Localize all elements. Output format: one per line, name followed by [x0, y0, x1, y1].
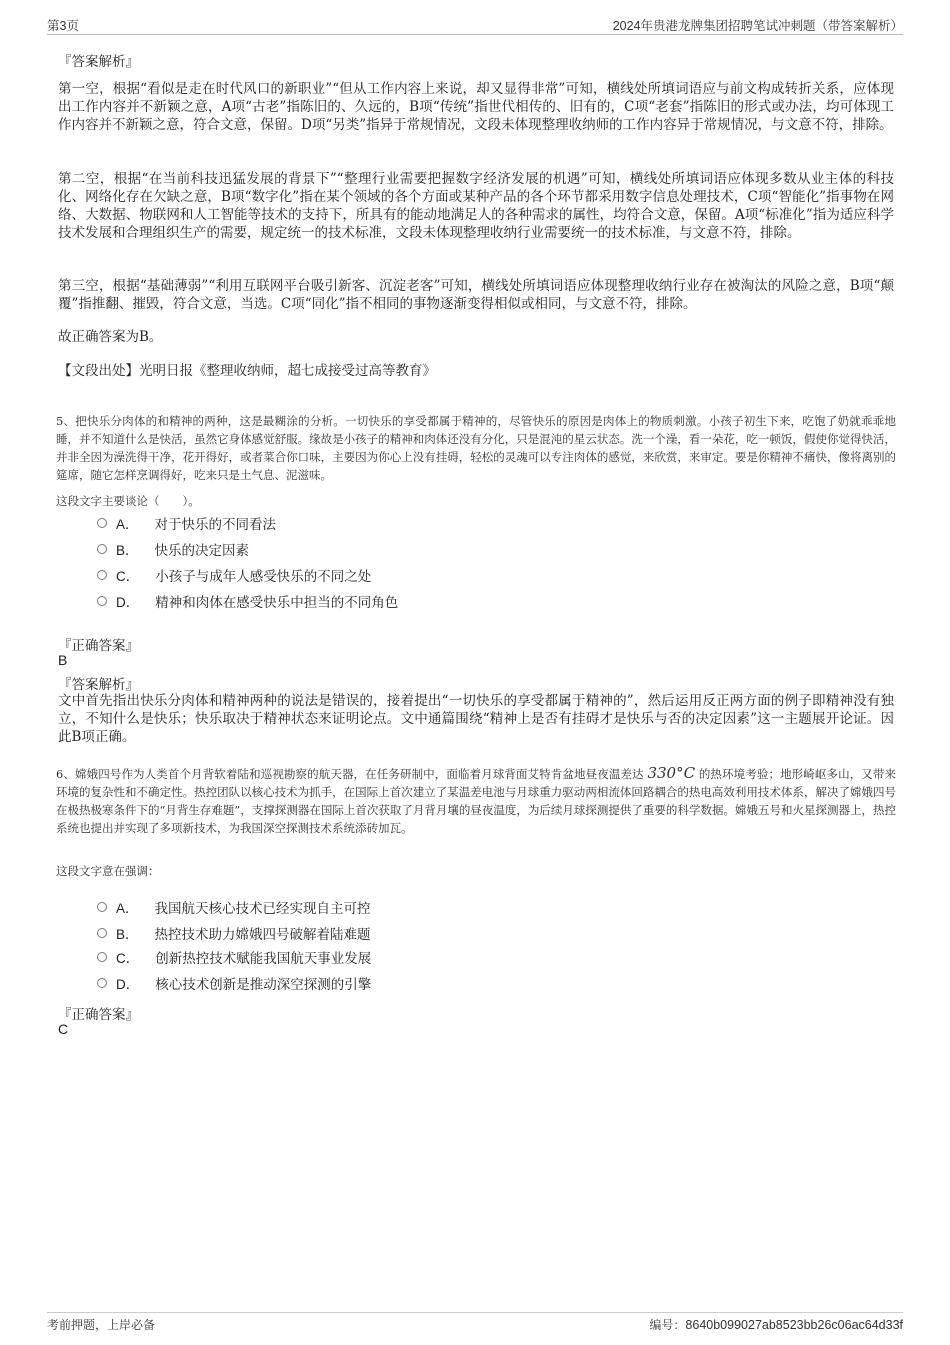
option-letter: B． [116, 543, 139, 558]
question-5-analysis: 文中首先指出快乐分肉体和精神两种的说法是错误的，接着提出“一切快乐的享受都属于精神的”，然后运用反正两方面的例子即精神没有独立，不知什么是快乐；快乐取决于精神状态来证明论点。文中通篇围绕“精神上是否有挂碍才是快乐与否的决定因素”这一主题展开论证。因此B项正确。 [58, 693, 894, 745]
question-5-option-c[interactable] [97, 564, 371, 586]
document-id-value: 8640b099027ab8523bb26c06ac64d33f [685, 1318, 903, 1332]
question-6-prompt: 这段文字意在强调： [56, 864, 160, 878]
footer-slogan: 考前押题，上岸必备 [47, 1318, 156, 1332]
option-letter: D． [116, 977, 140, 992]
question-6-option-c[interactable] [97, 946, 371, 968]
option-text: 核心技术创新是推动深空探测的引擎 [155, 977, 372, 993]
option-letter: A． [116, 517, 139, 532]
question-6-stem-part-a: 6、嫦娥四号作为人类首个月背软着陆和巡视勘察的航天器，在任务研制中，面临着月球背面艾特肯盆地昼夜温差达 [56, 767, 644, 781]
question-6-stem-part-c: 地形崎岖多山，又带来环境的复杂性和不确定性。热控团队以核心技术为抓手，在国际上首次建立了某温差电池与月球重力驱动两相流体回路耦合的热电高效利用技术体系，解决了嫦娥四号在极热极寒条件下的“月背生存难题”，支撑探测器在国际上首次获取了月背月壤的昼夜温度，为后续月球探测提供了重要的科学数据。嫦娥五号和火星探测器上，热控系统也提出并实现了多项新技术，为我国深空探测技术系统添砖加瓦。 [56, 767, 897, 835]
source-citation: 【文段出处】光明日报《整理收纳师，超七成接受过高等教育》 [58, 363, 436, 379]
analysis-conclusion: 故正确答案为B。 [58, 329, 163, 345]
radio-icon[interactable] [97, 928, 107, 938]
correct-answer-label: 『正确答案』 [58, 1007, 139, 1023]
radio-icon[interactable] [97, 596, 107, 606]
analysis-label: 『答案解析』 [58, 677, 139, 693]
question-5-option-d[interactable] [97, 590, 398, 612]
radio-icon[interactable] [97, 952, 107, 962]
document-title: 2024年贵港龙牌集团招聘笔试冲刺题（带答案解析） [612, 19, 903, 33]
option-letter: C． [116, 569, 140, 584]
option-text: 快乐的决定因素 [154, 543, 250, 559]
question-6-stem-part-b: 的热环境考验； [698, 767, 780, 781]
document-id-label: 编号： [649, 1318, 686, 1332]
question-5-option-b[interactable] [97, 538, 249, 560]
correct-answer: B [58, 652, 68, 668]
radio-icon[interactable] [97, 518, 107, 528]
question-6-option-d[interactable] [97, 972, 371, 994]
option-text: 对于快乐的不同看法 [154, 517, 277, 533]
analysis-label: 『答案解析』 [58, 54, 139, 70]
option-text: 精神和肉体在感受快乐中担当的不同角色 [155, 595, 399, 611]
option-letter: D． [116, 595, 140, 610]
option-text: 我国航天核心技术已经实现自主可控 [154, 901, 371, 917]
analysis-paragraph-1: 第一空，根据“看似是走在时代风口的新职业”“但从工作内容上来说，却又显得非常”可知，横线处所填词语应与前文构成转折关系，应体现出工作内容并不新颖之意，A项“古老”指陈旧的、久远的，B项“传统”指世代相传的、旧有的，C项“老套”指陈旧的形式或办法，均可体现工作内容并不新颖之意，符合文意，保留。D项“另类”指异于常规情况，文段未体现整理收纳师的工作内容异于常规情况，与文意不符，排除。 [58, 81, 894, 133]
analysis-paragraph-3: 第三空，根据“基础薄弱”“利用互联网平台吸引新客、沉淀老客”可知，横线处所填词语应体现整理收纳行业存在被淘汰的风险之意，B项“颠覆”指推翻、摧毁，符合文意，当选。C项“同化”指不相同的事物逐渐变得相似或相同，与文意不符，排除。 [58, 278, 894, 312]
document-id [649, 1316, 903, 1333]
page-header [47, 14, 903, 35]
option-text: 创新热控技术赋能我国航天事业发展 [155, 951, 372, 967]
page-footer [47, 1312, 903, 1337]
question-6-option-a[interactable] [97, 896, 371, 918]
question-6-stem [56, 764, 896, 837]
temperature-value: 330°C [647, 764, 696, 782]
option-text: 热控技术助力嫦娥四号破解着陆难题 [154, 927, 371, 943]
radio-icon[interactable] [97, 978, 107, 988]
option-letter: C． [116, 951, 140, 966]
question-5-stem: 5、把快乐分肉体的和精神的两种，这是最糊涂的分析。一切快乐的享受都属于精神的，尽管快乐的原因是肉体上的物质刺激。小孩子初生下来，吃饱了奶就乖乖地睡，并不知道什么是快活，虽然它身体感觉舒服。缘故是小孩子的精神和肉体还没有分化，只是混沌的星云状态。洗一个澡，看一朵花，吃一顿饭，假使你觉得快活，并非全因为澡洗得干净，花开得好，或者菜合你口味，主要因为你心上没有挂碍，轻松的灵魂可以专注肉体的感觉，来欣赏，来审定。要是你精神不痛快，像将离别的筵席，随它怎样烹调得好，吃来只是土气息、泥滋味。 [56, 414, 896, 482]
page-number: 第3页 [47, 19, 79, 33]
option-letter: B． [116, 927, 139, 942]
analysis-paragraph-2: 第二空，根据“在当前科技迅猛发展的背景下”“整理行业需要把握数字经济发展的机遇”可知，横线处所填词语应体现多数从业主体的科技化、网络化存在欠缺之意，B项“数字化”指在某个领域的各个方面或某种产品的各个环节都采用数字信息处理技术，C项“智能化”指事物在网络、大数据、物联网和人工智能等技术的支持下，所具有的能动地满足人的各种需求的属性，均符合文意，保留。A项“标准化”指为适应科学技术发展和合理组织生产的需要，规定统一的技术标准，文段未体现整理收纳行业需要统一的技术标准，与文意不符，排除。 [58, 171, 894, 241]
correct-answer: C [58, 1021, 69, 1037]
radio-icon[interactable] [97, 570, 107, 580]
correct-answer-label: 『正确答案』 [58, 638, 139, 654]
radio-icon[interactable] [97, 544, 107, 554]
question-5-option-a[interactable] [97, 512, 276, 534]
option-letter: A． [116, 901, 139, 916]
question-5-prompt: 这段文字主要谈论（ ）。 [56, 494, 200, 508]
question-6-option-b[interactable] [97, 922, 371, 944]
option-text: 小孩子与成年人感受快乐的不同之处 [155, 569, 372, 585]
radio-icon[interactable] [97, 902, 107, 912]
